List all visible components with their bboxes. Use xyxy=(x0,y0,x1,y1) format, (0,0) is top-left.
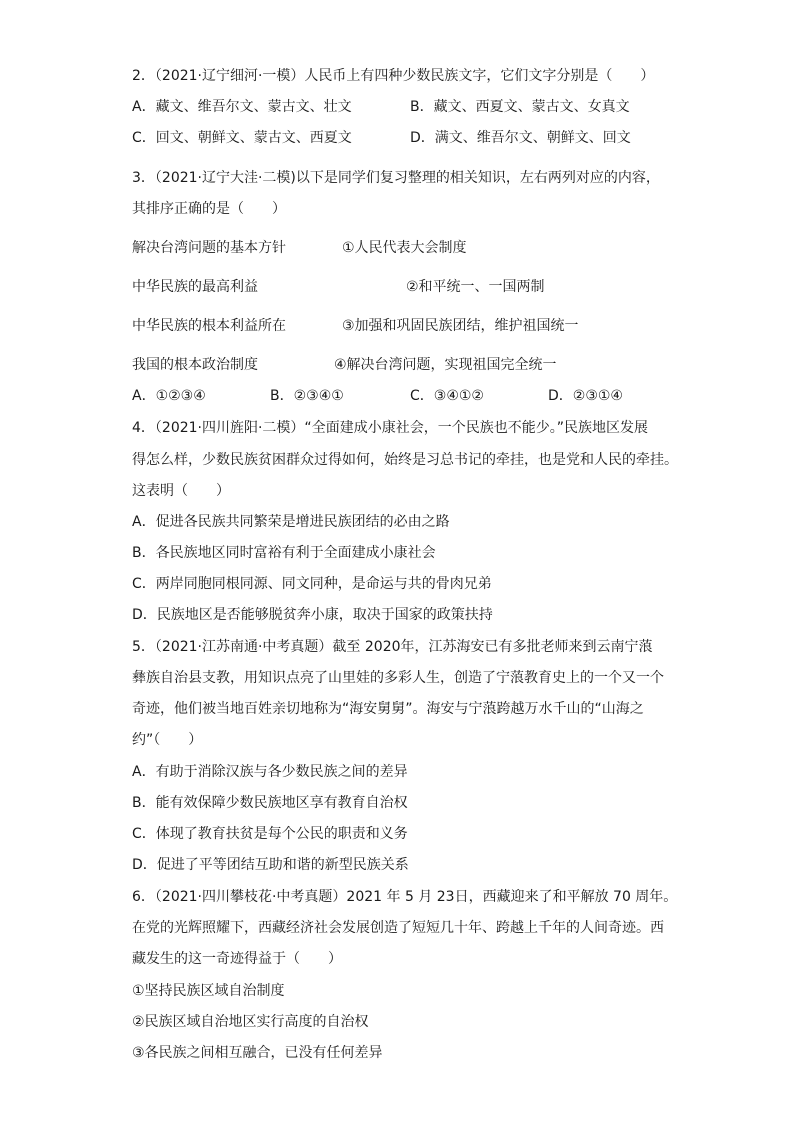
q2-stem: 2．（2021·辽宁细河·一模）人民币上有四种少数民族文字，它们文字分别是（ ） xyxy=(132,68,655,84)
q3-pair-right: ①人民代表大会制度 xyxy=(342,240,467,256)
q5-stem-line-3: 奇迹，他们被当地百姓亲切地称为“海安舅舅”。海安与宁蒗跨越万水千山的“山海之 xyxy=(132,701,644,717)
q3-pair-left: 解决台湾问题的基本方针 xyxy=(132,240,286,256)
q4-stem-line-1: 4．（2021·四川旌阳·二模）“全面建成小康社会，一个民族也不能少。”民族地区发展 xyxy=(132,420,648,436)
q3-pair-right: ②和平统一、一国两制 xyxy=(406,279,545,295)
q3-stem-line-2: 其排序正确的是（ ） xyxy=(132,201,286,217)
q2-option-a: A．藏文、维吾尔文、蒙古文、壮文 xyxy=(132,99,352,115)
q5-stem-line-4: 约”（ ） xyxy=(132,732,203,748)
q4-stem-line-2: 得怎么样，少数民族贫困群众过得如何，始终是习总书记的牵挂，也是党和人民的牵挂。 xyxy=(132,452,678,468)
q4-stem-line-3: 这表明（ ） xyxy=(132,483,230,499)
q3-pair-right: ③加强和巩固民族团结，维护祖国统一 xyxy=(342,318,579,334)
q6-stem-line-1: 6．（2021·四川攀枝花·中考真题）2021 年 5 月 23日，西藏迎来了和平解放 70 周年。 xyxy=(132,889,678,905)
q6-stem-line-3: 藏发生的这一奇迹得益于（ ） xyxy=(132,951,342,967)
q4-option-a: A．促进各民族共同繁荣是增进民族团结的必由之路 xyxy=(132,514,450,530)
q5-option-c: C．体现了教育扶贫是每个公民的职责和义务 xyxy=(132,826,408,842)
q6-stem-line-2: 在党的光辉照耀下，西藏经济社会发展创造了短短几十年、跨越上千年的人间奇迹。西 xyxy=(132,920,664,936)
q6-item-1: ①坚持民族区域自治制度 xyxy=(132,983,285,999)
q3-pair-left: 中华民族的最高利益 xyxy=(132,279,258,295)
q6-item-3: ③各民族之间相互融合，已没有任何差异 xyxy=(132,1045,383,1061)
q3-option-a: A．①②③④ xyxy=(132,388,206,404)
q3-pair-left: 中华民族的根本利益所在 xyxy=(132,318,286,334)
q4-option-b: B．各民族地区同时富裕有利于全面建成小康社会 xyxy=(132,545,436,561)
q3-option-b: B．②③④① xyxy=(270,388,344,404)
q5-option-a: A．有助于消除汉族与各少数民族之间的差异 xyxy=(132,764,408,780)
q5-option-d: D．促进了平等团结互助和谐的新型民族关系 xyxy=(132,857,409,873)
q5-stem-line-1: 5．（2021·江苏南通·中考真题）截至 2020年，江苏海安已有多批老师来到云南宁蒗 xyxy=(132,639,653,655)
q5-option-b: B．能有效保障少数民族地区享有教育自治权 xyxy=(132,795,408,811)
q6-item-2: ②民族区域自治地区实行高度的自治权 xyxy=(132,1014,369,1030)
q3-pair-left: 我国的根本政治制度 xyxy=(132,357,258,373)
q2-option-d: D．满文、维吾尔文、朝鲜文、回文 xyxy=(410,130,631,146)
q2-option-b: B．藏文、西夏文、蒙古文、女真文 xyxy=(410,99,630,115)
q3-pair-right: ④解决台湾问题，实现祖国完全统一 xyxy=(334,357,557,373)
q4-option-c: C．两岸同胞同根同源、同文同种，是命运与共的骨肉兄弟 xyxy=(132,576,492,592)
q4-option-d: D．民族地区是否能够脱贫奔小康，取决于国家的政策扶持 xyxy=(132,607,493,623)
q2-option-c: C．回文、朝鲜文、蒙古文、西夏文 xyxy=(132,130,352,146)
q5-stem-line-2: 彝族自治县支教，用知识点亮了山里娃的多彩人生，创造了宁蒗教育史上的一个又一个 xyxy=(132,670,664,686)
q3-option-d: D．②③①④ xyxy=(548,388,623,404)
q3-option-c: C．③④①② xyxy=(410,388,484,404)
q3-stem-line-1: 3．（2021·辽宁大洼·二模)以下是同学们复习整理的相关知识，左右两列对应的内容， xyxy=(132,170,660,186)
